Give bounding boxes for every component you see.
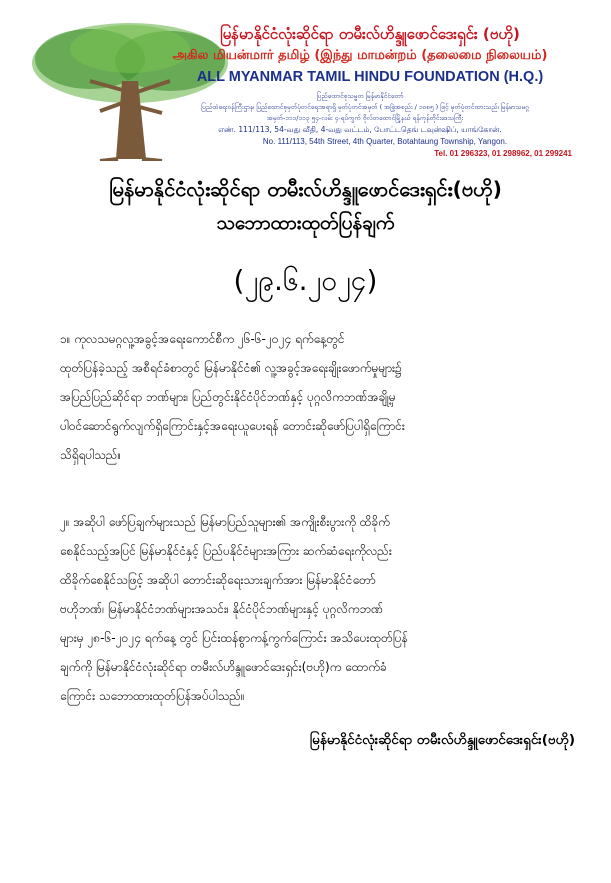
letterhead-tamil-address: எண். 111/113, 54-வது வீதி, 4-வது வட்டம், போட்டதெங் டவுன்ஷிப், யாங்கோன். bbox=[218, 125, 502, 134]
paragraph-line: များမှ ၂၈-၆-၂၀၂၄ ရက်နေ့ တွင် ပြင်းထန်စွာကန့်ကွက်ကြောင်း အသိပေးထုတ်ပြန် bbox=[60, 631, 408, 645]
letterhead-country: ပြည်ထောင်စုသမ္မတ မြန်မာနိုင်ငံတော် bbox=[316, 92, 404, 100]
paragraph-line: ၂။ အဆိုပါ ဖော်ပြချက်များသည် မြန်မာပြည်သူများ၏ အကျိုးစီးပွားကို ထိခိုက် bbox=[60, 515, 390, 529]
letterhead-tamil-name: அகில மியன்மார் தமிழ் (இந்து மாமன்றம் (தலைமை நிலையம்) bbox=[172, 48, 548, 63]
paragraph-line: ပါဝင်ဆောင်ရွက်လျက်ရှိကြောင်းနှင့်အရေးယူပေးရန် တောင်းဆိုဖော်ပြပါရှိကြောင်း bbox=[60, 419, 405, 433]
letterhead-phone: Tel. 01 296323, 01 298962, 01 299241 bbox=[434, 149, 572, 158]
document-subtitle: သဘောထားထုတ်ပြန်ချက် bbox=[216, 212, 395, 234]
letterhead-burmese-name: မြန်မာနိုင်ငံလုံးဆိုင်ရာ တမီးလ်ဟိန္ဒူဖောင်ဒေးရှင်း (ဗဟို) bbox=[220, 25, 520, 43]
document-title: မြန်မာနိုင်ငံလုံးဆိုင်ရာ တမီးလ်ဟိန္ဒူဖောင်ဒေးရှင်း(ဗဟို) bbox=[109, 177, 502, 201]
paragraph-2 bbox=[60, 508, 560, 711]
letterhead bbox=[30, 21, 580, 161]
letterhead-registration: ပြည်ထဲရေးဝန်ကြီးဌာန၊ ပြည်ထောင်စုမှတ်ပုံတင်ရေးအရာရှိ မှတ်ပုံတင်အမှတ် ( အဖြဲ့အစည်း / ၁၀၈၅ ) ဖြင့် မှတ်ပုံတင်ထားသည်၊ မြန်မာသမဂ္ဂ bbox=[201, 103, 529, 111]
paragraph-line: ဗဟိုဘဏ်၊ မြန်မာနိုင်ငံဘဏ်များအသင်း၊ နိုင်ငံပိုင်ဘဏ်များနှင့် ပုဂ္ဂလိကဘဏ် bbox=[60, 602, 384, 616]
paragraph-line: စေနိုင်သည့်အပြင် မြန်မာနိုင်ငံနှင့် ပြည်ပနိုင်ငံများအကြား ဆက်ဆံရေးကိုလည်း bbox=[60, 544, 392, 558]
paragraph-line: ချက်ကို မြန်မာနိုင်ငံလုံးဆိုင်ရာ တမီးလ်ဟိန္ဒူဖောင်ဒေးရှင်း(ဗဟို)က ထောက်ခံ bbox=[60, 660, 387, 674]
paragraph-line: သိရှိရပါသည်။ bbox=[60, 448, 122, 462]
paragraph-1 bbox=[60, 325, 560, 470]
letterhead-english-address: No. 111/113, 54th Street, 4th Quarter, Botahtaung Township, Yangon. bbox=[262, 137, 508, 146]
letterhead-english-name: ALL MYANMAR TAMIL HINDU FOUNDATION (H.Q.) bbox=[196, 69, 544, 85]
paragraph-line: ၁။ ကုလသမဂ္ဂလူ့အခွင့်အရေးကောင်စီက ၂၆-၆-၂၀၂၄ ရက်နေ့တွင် bbox=[60, 332, 345, 346]
document-date: (၂၉.၆.၂၀၂၄) bbox=[233, 264, 378, 297]
paragraph-line: ထုတ်ပြန်ခဲ့သည့် အစီရင်ခံစာတွင် မြန်မာနိုင်ငံ၏ လူ့အခွင့်အရေးချိုးဖောက်မှုများ၌ bbox=[60, 361, 402, 375]
paragraph-line: ထိခိုက်စေနိုင်သဖြင့် အဆိုပါ တောင်းဆိုရေးသားချက်အား မြန်မာနိုင်ငံတော် bbox=[60, 573, 376, 587]
paragraph-line: ကြောင်း သဘောထားထုတ်ပြန်အပ်ပါသည်။ bbox=[60, 689, 245, 703]
letterhead-burmese-address: အမှတ်-၁၁၁/၁၁၃ ၅၄-လမ်း ၄-ရပ်ကွက် ဗိုလ်တထောင်မြို့နယ် ရန်ကုန်တိုင်းဒေသကြီး bbox=[266, 114, 464, 122]
paragraph-line: အပြည်ပြည်ဆိုင်ရာ ဘဏ်များ၊ ပြည်တွင်းနိုင်ငံပိုင်ဘဏ်နှင့် ပုဂ္ဂလိကဘဏ်အချို့မှ bbox=[60, 390, 396, 404]
signature-organization: မြန်မာနိုင်ငံလုံးဆိုင်ရာ တမီးလ်ဟိန္ဒူဖောင်ဒေးရှင်း(ဗဟို) bbox=[309, 732, 575, 748]
